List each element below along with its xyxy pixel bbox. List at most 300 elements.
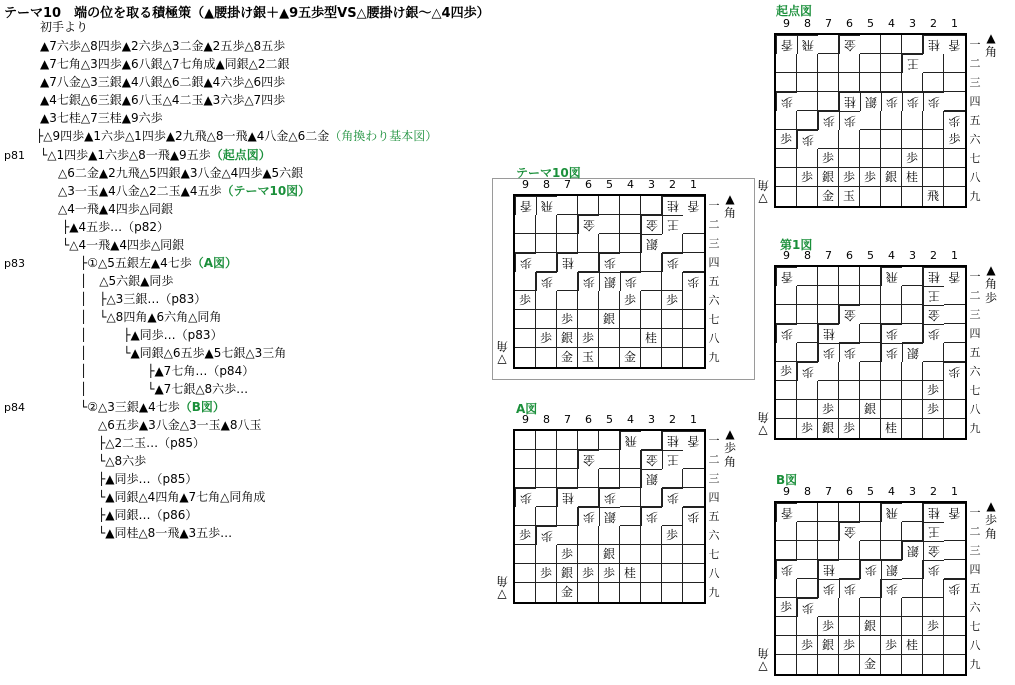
rank-label: 九 — [708, 351, 720, 364]
board-cell — [557, 507, 578, 526]
board-title: B図 — [776, 473, 798, 487]
file-label: 1 — [951, 249, 958, 262]
board-cell — [902, 579, 923, 598]
tree-line — [98, 436, 205, 451]
rank-label: 七 — [969, 384, 981, 397]
board-cell — [797, 522, 818, 541]
board-cell — [860, 149, 881, 168]
board-cell — [578, 545, 599, 564]
board-cell — [839, 286, 860, 305]
sente-piece: 銀 — [818, 419, 839, 438]
board-cell — [662, 329, 683, 348]
board-cell — [599, 291, 620, 310]
sente-piece: 歩 — [620, 291, 641, 310]
gote-piece: 歩 — [797, 362, 818, 381]
tree-line — [98, 508, 197, 523]
board-cell — [797, 305, 818, 324]
gote-piece: 金 — [641, 215, 662, 234]
board-cell — [641, 310, 662, 329]
file-label: 7 — [825, 249, 832, 262]
rank-label: 九 — [969, 422, 981, 435]
board-cell — [839, 503, 860, 522]
board-cell — [620, 310, 641, 329]
board-cell — [818, 130, 839, 149]
board-cell — [797, 343, 818, 362]
board-cell — [683, 526, 704, 545]
rank-label: 九 — [969, 658, 981, 671]
gote-piece: 歩 — [776, 92, 797, 111]
rank-label: 八 — [969, 639, 981, 652]
board-cell — [515, 234, 536, 253]
sente-piece: 銀 — [599, 545, 620, 564]
tree-line-text: └②△3三銀▲4七歩 — [80, 400, 180, 414]
tree-line-text: △3一玉▲4八金△2二玉▲4五歩 — [58, 184, 222, 198]
tree-line-text: ├▲同歩…（p85） — [98, 472, 198, 486]
gote-piece: 王 — [902, 54, 923, 73]
board-cell — [944, 419, 965, 438]
sente-hand: ▲歩角 — [984, 499, 997, 541]
rank-label: 四 — [969, 95, 981, 108]
board-cell — [797, 267, 818, 286]
gote-piece: 香 — [683, 196, 704, 215]
board-cell — [860, 130, 881, 149]
board-cell — [818, 35, 839, 54]
tree-line — [80, 256, 237, 271]
rank-label: 六 — [708, 294, 720, 307]
file-label: 1 — [690, 178, 697, 191]
board-cell — [818, 54, 839, 73]
board-cell — [860, 73, 881, 92]
gote-piece: 桂 — [839, 92, 860, 111]
gote-piece: 香 — [944, 35, 965, 54]
tree-line-text: │ └△8四角▲6六角△同角 — [80, 310, 222, 324]
board-cell — [683, 329, 704, 348]
board-cell — [599, 431, 620, 450]
board-cell — [662, 310, 683, 329]
board-cell — [599, 215, 620, 234]
board-cell — [944, 54, 965, 73]
board-cell — [683, 488, 704, 507]
tree-line — [40, 148, 271, 163]
board-cell — [515, 450, 536, 469]
rank-label: 三 — [969, 76, 981, 89]
board-cell — [620, 196, 641, 215]
board-cell — [662, 545, 683, 564]
file-label: 5 — [867, 485, 874, 498]
board-cell — [860, 579, 881, 598]
board-cell — [776, 168, 797, 187]
board-cell — [797, 286, 818, 305]
sente-piece: 銀 — [860, 400, 881, 419]
sente-piece: 歩 — [860, 168, 881, 187]
sente-piece: 銀 — [881, 168, 902, 187]
file-label: 9 — [522, 178, 529, 191]
tree-line — [58, 166, 303, 181]
file-label: 2 — [930, 249, 937, 262]
board-cell — [578, 310, 599, 329]
tree-line-text: ▲3七桂△7三桂▲9六歩 — [40, 111, 163, 125]
board-cell — [923, 73, 944, 92]
rank-label: 四 — [969, 327, 981, 340]
tree-line-text: ▲7六歩△8四歩▲2六歩△3二金▲2五歩△8五歩 — [40, 39, 286, 53]
board-cell — [641, 545, 662, 564]
board-cell — [860, 187, 881, 206]
board-cell — [776, 381, 797, 400]
board-cell — [641, 488, 662, 507]
file-label: 4 — [627, 178, 634, 191]
file-label: 5 — [867, 249, 874, 262]
board-cell — [923, 343, 944, 362]
board-cell — [881, 187, 902, 206]
sente-piece: 歩 — [536, 564, 557, 583]
rank-label: 八 — [969, 403, 981, 416]
gote-piece: 桂 — [818, 324, 839, 343]
board-cell — [536, 215, 557, 234]
sente-piece: 歩 — [839, 419, 860, 438]
gote-piece: 歩 — [797, 598, 818, 617]
board-cell — [839, 73, 860, 92]
board-cell — [860, 362, 881, 381]
board-cell — [902, 655, 923, 674]
gote-piece: 歩 — [776, 560, 797, 579]
tree-line-text: └△4一飛▲4四歩△同銀 — [62, 238, 185, 252]
gote-piece: 銀 — [860, 92, 881, 111]
sente-piece: 歩 — [797, 168, 818, 187]
gote-piece: 歩 — [839, 579, 860, 598]
sente-hand: ▲歩角 — [723, 427, 736, 469]
tree-line-text: 初手より — [40, 20, 89, 34]
board-cell — [902, 362, 923, 381]
sente-piece: 桂 — [902, 168, 923, 187]
board-cell — [641, 253, 662, 272]
board-cell — [578, 253, 599, 272]
gote-piece: 歩 — [578, 507, 599, 526]
board-cell — [797, 655, 818, 674]
board-cell — [902, 286, 923, 305]
sente-piece: 歩 — [536, 329, 557, 348]
board-cell — [515, 545, 536, 564]
board-cell — [818, 655, 839, 674]
board-cell — [902, 419, 923, 438]
gote-piece: 金 — [923, 541, 944, 560]
board-cell — [881, 149, 902, 168]
sente-piece: 歩 — [557, 545, 578, 564]
board-cell — [557, 215, 578, 234]
tree-line — [80, 382, 248, 397]
sente-piece: 銀 — [860, 617, 881, 636]
board-cell — [536, 234, 557, 253]
diagram-ref: （B図） — [179, 400, 225, 414]
board-cell — [818, 305, 839, 324]
page-title: テーマ10 端の位を取る積極策（▲腰掛け銀＋▲9五歩型VS△腰掛け銀～△4四歩） — [4, 6, 490, 21]
file-label: 2 — [930, 17, 937, 30]
board-cell — [881, 35, 902, 54]
diagram-ref: （A図） — [191, 256, 238, 270]
board-cell — [620, 488, 641, 507]
rank-label: 五 — [969, 114, 981, 127]
board-cell — [557, 272, 578, 291]
board-cell — [944, 187, 965, 206]
sente-piece: 歩 — [578, 564, 599, 583]
sente-piece: 銀 — [818, 168, 839, 187]
board-cell — [557, 450, 578, 469]
board-cell — [944, 560, 965, 579]
board-cell — [923, 579, 944, 598]
tree-line — [40, 20, 88, 35]
board-cell — [902, 503, 923, 522]
board-cell — [944, 324, 965, 343]
shogi-board — [774, 501, 967, 676]
board-cell — [797, 541, 818, 560]
board-cell — [902, 187, 923, 206]
board-cell — [860, 35, 881, 54]
board-cell — [818, 598, 839, 617]
board-cell — [776, 286, 797, 305]
gote-piece: 飛 — [881, 503, 902, 522]
board-cell — [536, 291, 557, 310]
board-cell — [839, 400, 860, 419]
file-label: 8 — [543, 178, 550, 191]
board-cell — [860, 636, 881, 655]
board-cell — [818, 503, 839, 522]
sente-piece: 歩 — [839, 636, 860, 655]
board-cell — [536, 545, 557, 564]
board-cell — [881, 522, 902, 541]
board-cell — [881, 54, 902, 73]
rank-label: 二 — [708, 453, 720, 466]
rank-label: 五 — [708, 510, 720, 523]
file-label: 9 — [783, 485, 790, 498]
file-label: 1 — [951, 485, 958, 498]
rank-label: 二 — [969, 57, 981, 70]
file-label: 5 — [606, 178, 613, 191]
gote-piece: 歩 — [515, 253, 536, 272]
file-label: 6 — [585, 178, 592, 191]
board-cell — [818, 92, 839, 111]
sente-piece: 歩 — [818, 400, 839, 419]
board-cell — [536, 450, 557, 469]
rank-label: 七 — [969, 620, 981, 633]
rank-label: 六 — [969, 365, 981, 378]
board-cell — [599, 450, 620, 469]
tree-line — [40, 57, 290, 72]
tree-line-text: △4一飛▲4四歩△同銀 — [58, 202, 173, 216]
board-cell — [797, 54, 818, 73]
file-label: 7 — [825, 17, 832, 30]
board-cell — [860, 305, 881, 324]
gote-piece: 銀 — [599, 507, 620, 526]
tree-line-text: ├△9四歩▲1六歩△1四歩▲2九飛△8一飛▲4八金△6二金 — [36, 129, 330, 143]
board-cell — [923, 636, 944, 655]
file-label: 6 — [846, 485, 853, 498]
gote-piece: 銀 — [902, 541, 923, 560]
board-cell — [683, 450, 704, 469]
rank-label: 九 — [708, 586, 720, 599]
gote-piece: 銀 — [641, 234, 662, 253]
board-cell — [860, 419, 881, 438]
tree-line-text: └△8六歩 — [98, 454, 147, 468]
board-cell — [557, 469, 578, 488]
board-cell — [620, 234, 641, 253]
tree-line — [98, 418, 261, 433]
board-cell — [557, 196, 578, 215]
board-cell — [683, 253, 704, 272]
gote-piece: 歩 — [683, 507, 704, 526]
board-cell — [923, 168, 944, 187]
board-cell — [902, 598, 923, 617]
gote-piece: 飛 — [797, 35, 818, 54]
file-label: 4 — [888, 17, 895, 30]
tree-line-text: │ └▲同銀△6五歩▲5七銀△3三角 — [80, 346, 287, 360]
gote-piece: 歩 — [818, 343, 839, 362]
gote-piece: 王 — [662, 450, 683, 469]
board-cell — [620, 545, 641, 564]
sente-piece: 銀 — [599, 310, 620, 329]
tree-line — [40, 111, 163, 126]
gote-piece: 歩 — [797, 130, 818, 149]
board-cell — [776, 400, 797, 419]
gote-piece: 歩 — [881, 324, 902, 343]
board-cell — [536, 431, 557, 450]
board-cell — [923, 362, 944, 381]
rank-label: 八 — [969, 171, 981, 184]
tree-line — [40, 93, 285, 108]
board-title: テーマ10図 — [516, 166, 581, 180]
file-label: 3 — [909, 485, 916, 498]
board-cell — [683, 310, 704, 329]
board-cell — [620, 469, 641, 488]
gote-piece: 歩 — [923, 92, 944, 111]
gote-piece: 歩 — [683, 272, 704, 291]
file-label: 8 — [804, 485, 811, 498]
board-cell — [860, 522, 881, 541]
sente-piece: 歩 — [902, 149, 923, 168]
board-cell — [641, 583, 662, 602]
board-cell — [557, 291, 578, 310]
board-cell — [839, 655, 860, 674]
gote-piece: 歩 — [902, 92, 923, 111]
board-cell — [578, 291, 599, 310]
sente-piece: 金 — [860, 655, 881, 674]
board-cell — [860, 598, 881, 617]
board-cell — [839, 130, 860, 149]
diagram-ref: （角換わり基本図） — [329, 129, 438, 143]
board-cell — [536, 583, 557, 602]
board-cell — [839, 54, 860, 73]
tree-line-text: △6二金▲2九飛△5四銀▲3八金△4四歩▲5六銀 — [58, 166, 304, 180]
page-ref-label: p83 — [4, 257, 25, 270]
board-cell — [536, 469, 557, 488]
gote-piece: 金 — [578, 450, 599, 469]
board-cell — [776, 305, 797, 324]
board-cell — [599, 234, 620, 253]
board-cell — [599, 196, 620, 215]
board-cell — [776, 419, 797, 438]
file-label: 3 — [909, 17, 916, 30]
board-cell — [620, 583, 641, 602]
board-cell — [776, 636, 797, 655]
gote-piece: 香 — [776, 267, 797, 286]
board-cell — [881, 286, 902, 305]
sente-piece: 玉 — [839, 187, 860, 206]
tree-line-text: ├①△5五銀左▲4七歩 — [80, 256, 192, 270]
sente-piece: 歩 — [923, 617, 944, 636]
sente-piece: 桂 — [641, 329, 662, 348]
sente-piece: 歩 — [776, 598, 797, 617]
rank-label: 六 — [969, 601, 981, 614]
tree-line — [80, 346, 286, 361]
board-cell — [776, 541, 797, 560]
rank-label: 五 — [708, 275, 720, 288]
board-cell — [881, 541, 902, 560]
file-label: 6 — [846, 249, 853, 262]
rank-label: 五 — [969, 346, 981, 359]
tree-line-text: │ └▲7七銀△8六歩… — [80, 382, 249, 396]
board-cell — [944, 541, 965, 560]
page-ref-label: p84 — [4, 401, 25, 414]
gote-piece: 歩 — [818, 111, 839, 130]
board-cell — [902, 305, 923, 324]
rank-label: 四 — [708, 491, 720, 504]
rank-label: 八 — [708, 332, 720, 345]
gote-piece: 金 — [839, 522, 860, 541]
file-label: 4 — [888, 249, 895, 262]
tree-line — [40, 39, 285, 54]
file-label: 7 — [564, 413, 571, 426]
gote-piece: 香 — [776, 503, 797, 522]
board-cell — [641, 431, 662, 450]
board-cell — [860, 54, 881, 73]
board-cell — [620, 253, 641, 272]
sente-piece: 歩 — [923, 400, 944, 419]
board-cell — [881, 381, 902, 400]
gote-piece: 歩 — [776, 324, 797, 343]
board-cell — [776, 111, 797, 130]
gote-hand: ▽角 — [757, 646, 770, 674]
rank-label: 二 — [969, 289, 981, 302]
file-label: 3 — [909, 249, 916, 262]
board-cell — [536, 253, 557, 272]
board-cell — [515, 469, 536, 488]
gote-piece: 歩 — [599, 488, 620, 507]
board-cell — [515, 431, 536, 450]
board-title: A図 — [516, 402, 538, 416]
gote-piece: 金 — [839, 35, 860, 54]
sente-piece: 歩 — [578, 329, 599, 348]
board-cell — [944, 73, 965, 92]
sente-piece: 歩 — [797, 636, 818, 655]
board-cell — [902, 400, 923, 419]
board-cell — [818, 522, 839, 541]
board-cell — [515, 348, 536, 367]
gote-piece: 歩 — [839, 343, 860, 362]
board-cell — [944, 381, 965, 400]
file-label: 6 — [846, 17, 853, 30]
board-cell — [923, 598, 944, 617]
sente-piece: 歩 — [818, 617, 839, 636]
board-cell — [860, 267, 881, 286]
board-cell — [683, 234, 704, 253]
gote-piece: 飛 — [881, 267, 902, 286]
board-cell — [662, 469, 683, 488]
sente-piece: 歩 — [797, 419, 818, 438]
rank-label: 三 — [969, 544, 981, 557]
shogi-board — [513, 194, 706, 369]
board-cell — [683, 215, 704, 234]
tree-line-text: ▲4七銀△6三銀▲6八玉△4二玉▲3六歩△7四歩 — [40, 93, 286, 107]
board-cell — [776, 579, 797, 598]
board-cell — [944, 343, 965, 362]
